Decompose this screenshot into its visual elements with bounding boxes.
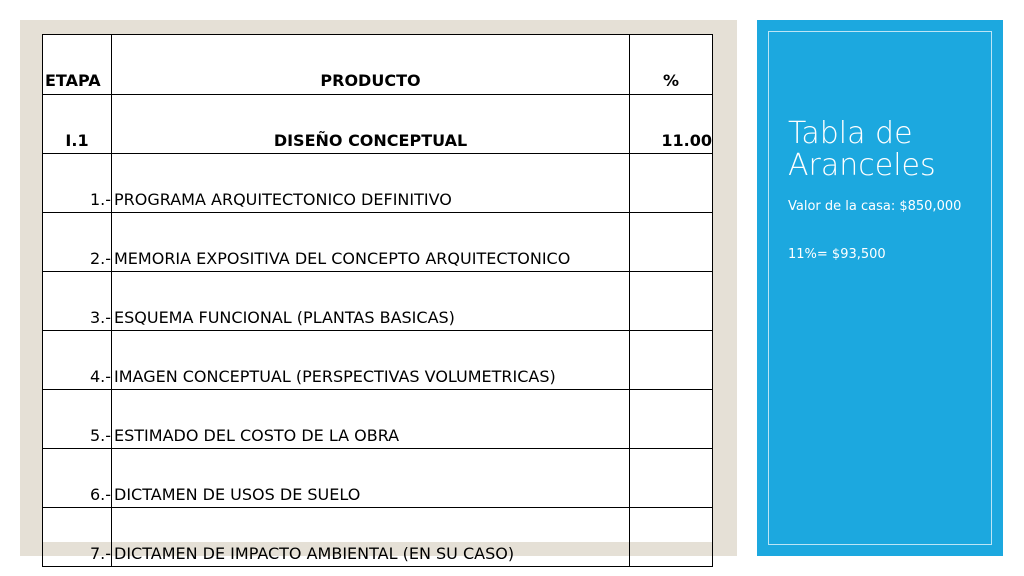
item-text: ESQUEMA FUNCIONAL (PLANTAS BASICAS) [112, 272, 630, 331]
table-row [43, 331, 713, 390]
aranceles-table-container [42, 34, 713, 563]
title-panel [757, 20, 1003, 556]
item-text: PROGRAMA ARQUITECTONICO DEFINITIVO [112, 154, 630, 213]
item-text: ESTIMADO DEL COSTO DE LA OBRA [112, 390, 630, 449]
table-row [43, 390, 713, 449]
item-number: 4.- [43, 331, 112, 390]
item-percent [630, 390, 713, 449]
stage-percent: 11.00 [630, 95, 713, 154]
item-number: 7.- [43, 508, 112, 567]
slide-title: Tabla de Aranceles [788, 116, 936, 183]
panel-frame [768, 31, 992, 545]
item-percent [630, 331, 713, 390]
house-value-text: Valor de la casa: $850,000 [788, 199, 962, 214]
table-row [43, 449, 713, 508]
item-text: MEMORIA EXPOSITIVA DEL CONCEPTO ARQUITECTONICO [112, 213, 630, 272]
percent-value-text: 11%= $93,500 [788, 247, 886, 262]
item-number: 3.- [43, 272, 112, 331]
item-number: 1.- [43, 154, 112, 213]
stage-row [43, 95, 713, 154]
table-row [43, 213, 713, 272]
header-percent: % [630, 35, 713, 95]
header-etapa: ETAPA [43, 35, 112, 95]
item-text: DICTAMEN DE IMPACTO AMBIENTAL (EN SU CASO) [112, 508, 630, 567]
table-row [43, 154, 713, 213]
stage-name: DISEÑO CONCEPTUAL [112, 95, 630, 154]
item-percent [630, 213, 713, 272]
stage-code: I.1 [43, 95, 112, 154]
item-text: DICTAMEN DE USOS DE SUELO [112, 449, 630, 508]
item-number: 2.- [43, 213, 112, 272]
item-percent [630, 449, 713, 508]
table-row [43, 508, 713, 567]
table-row [43, 272, 713, 331]
item-number: 6.- [43, 449, 112, 508]
item-number: 5.- [43, 390, 112, 449]
item-percent [630, 272, 713, 331]
item-text: IMAGEN CONCEPTUAL (PERSPECTIVAS VOLUMETRICAS) [112, 331, 630, 390]
table-header-row [43, 35, 713, 95]
item-percent [630, 508, 713, 567]
aranceles-table [42, 34, 713, 567]
item-percent [630, 154, 713, 213]
header-producto: PRODUCTO [112, 35, 630, 95]
